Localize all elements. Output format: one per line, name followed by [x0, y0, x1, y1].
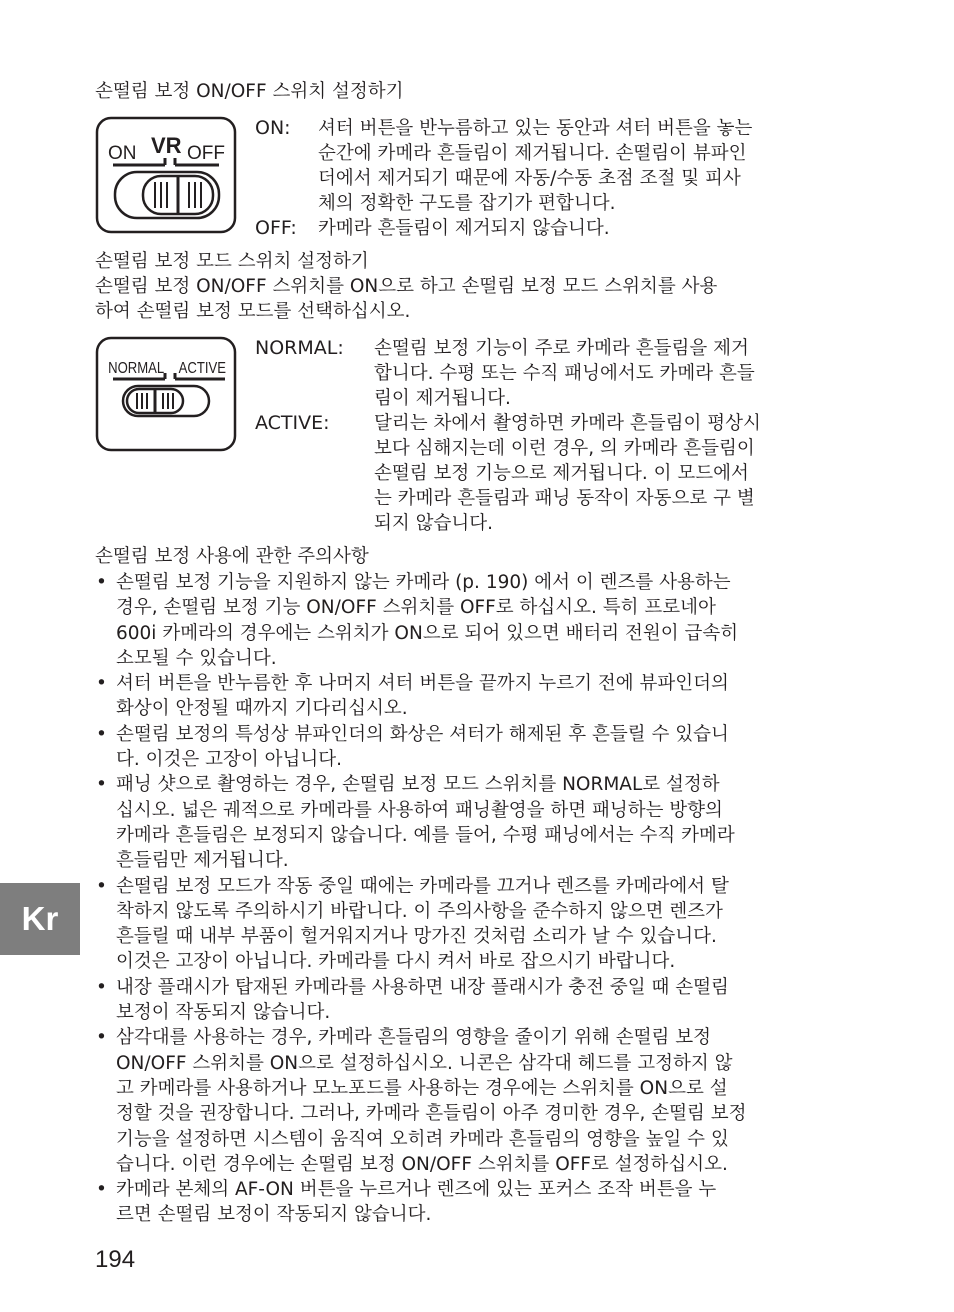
active-description-2: 보다 심해지는데 이런 경우, 의 카메라 흔들림이: [374, 438, 755, 459]
on-term: ON:: [255, 117, 291, 139]
vr-switch-diagram: [95, 116, 237, 234]
vr-off-label: OFF: [187, 143, 225, 164]
vr-center-label: VR: [151, 133, 182, 158]
list-item: • 손떨림 보정 모드가 작동 중일 때에는 카메라를 끄거나 렌즈를 카메라에서 탈 착하지 않도록 주의하시기 바랍니다. 이 주의사항을 준수하지 않으면 렌즈가 흔들릴 때 내부 부품이 헐거워지거나 망가진 것처럼 소리가 날 수 있습니다. 이것은 고장이 아닙니다. 카메라를 다시 켜서 바로 잡으시기 바랍니다.: [95, 874, 895, 975]
active-description-1: 달리는 차에서 촬영하면 카메라 흔들림이 평상시: [374, 413, 761, 434]
normal-description-1: 손떨림 보정 기능이 주로 카메라 흔들림을 제거: [374, 338, 749, 359]
section2-title: 손떨림 보정 모드 스위치 설정하기: [95, 251, 369, 272]
section1-title: 손떨림 보정 ON/OFF 스위치 설정하기: [95, 81, 404, 102]
normal-term: NORMAL:: [255, 337, 344, 359]
page-number: 194: [95, 1246, 136, 1273]
on-description-3: 더에서 제거되기 때문에 자동/수동 초점 조절 및 피사: [318, 168, 741, 189]
list-item: • 손떨림 보정의 특성상 뷰파인더의 화상은 셔터가 해제된 후 흔들릴 수 있습니 다. 이것은 고장이 아닙니다.: [95, 722, 895, 773]
active-description-3: 손떨림 보정 기능으로 제거됩니다. 이 모드에서: [374, 463, 749, 484]
precautions-list: [95, 570, 895, 1228]
active-description-5: 되지 않습니다.: [374, 513, 493, 534]
normal-description-2: 합니다. 수평 또는 수직 패닝에서도 카메라 흔들: [374, 363, 755, 384]
vr-on-label: ON: [108, 143, 137, 164]
list-item: • 삼각대를 사용하는 경우, 카메라 흔들림의 영향을 줄이기 위해 손떨림 보정 ON/OFF 스위치를 ON으로 설정하십시오. 니콘은 삼각대 헤드를 고정하지 않 고 카메라를 사용하거나 모노포드를 사용하는 경우에는 스위치를 ON으로 설 정할 것을 권장합니다. 그러나, 카메라 흔들림이 아주 경미한 경우, 손떨림 보정 기능을 설정하면 시스템이 움직여 오히려 카메라 흔들림의 영향을 높일 수 있 습니다. 이런 경우에는 손떨림 보정 ON/OFF 스위치를 OFF로 설정하십시오.: [95, 1025, 895, 1177]
active-description-4: 는 카메라 흔들림과 패닝 동작이 자동으로 구 별: [374, 488, 755, 509]
on-description-2: 순간에 카메라 흔들림이 제거됩니다. 손떨림이 뷰파인: [318, 143, 747, 164]
list-item: • 내장 플래시가 탑재된 카메라를 사용하면 내장 플래시가 충전 중일 때 손떨림 보정이 작동되지 않습니다.: [95, 975, 895, 1026]
mode-switch-diagram: [95, 336, 237, 452]
section2-intro-1: 손떨림 보정 ON/OFF 스위치를 ON으로 하고 손떨림 보정 모드 스위치를 사용: [95, 276, 718, 297]
off-term: OFF:: [255, 217, 297, 239]
list-item: • 손떨림 보정 기능을 지원하지 않는 카메라 (p. 190) 에서 이 렌즈를 사용하는 경우, 손떨림 보정 기능 ON/OFF 스위치를 OFF로 하십시오. 특히 프로네아 600i 카메라의 경우에는 스위치가 ON으로 되어 있으면 배터리 전원이 급속히 소모될 수 있습니다.: [95, 570, 895, 671]
section2-intro-2: 하여 손떨림 보정 모드를 선택하십시오.: [95, 301, 411, 322]
mode-active-label: ACTIVE: [178, 359, 227, 378]
list-item: • 셔터 버튼을 반누름한 후 나머지 셔터 버튼을 끝까지 누르기 전에 뷰파인더의 화상이 안정될 때까지 기다리십시오.: [95, 671, 895, 722]
section3-title: 손떨림 보정 사용에 관한 주의사항: [95, 546, 369, 567]
off-description: 카메라 흔들림이 제거되지 않습니다.: [318, 218, 610, 239]
list-item: • 카메라 본체의 AF-ON 버튼을 누르거나 렌즈에 있는 포커스 조작 버튼을 누 르면 손떨림 보정이 작동되지 않습니다.: [95, 1177, 895, 1228]
active-term: ACTIVE:: [255, 412, 330, 434]
mode-normal-label: NORMAL: [108, 359, 165, 378]
on-description-4: 체의 정확한 구도를 잡기가 편합니다.: [318, 193, 616, 214]
language-tab: Kr: [0, 883, 80, 955]
list-item: • 패닝 샷으로 촬영하는 경우, 손떨림 보정 모드 스위치를 NORMAL로 설정하 십시오. 넓은 궤적으로 카메라를 사용하여 패닝촬영을 하면 패닝하는 방향의 카메라 흔들림은 보정되지 않습니다. 예를 들어, 수평 패닝에서는 수직 카메라 흔들림만 제거됩니다.: [95, 772, 895, 873]
normal-description-3: 림이 제거됩니다.: [374, 388, 511, 409]
on-description-1: 셔터 버튼을 반누름하고 있는 동안과 셔터 버튼을 놓는: [318, 118, 753, 139]
